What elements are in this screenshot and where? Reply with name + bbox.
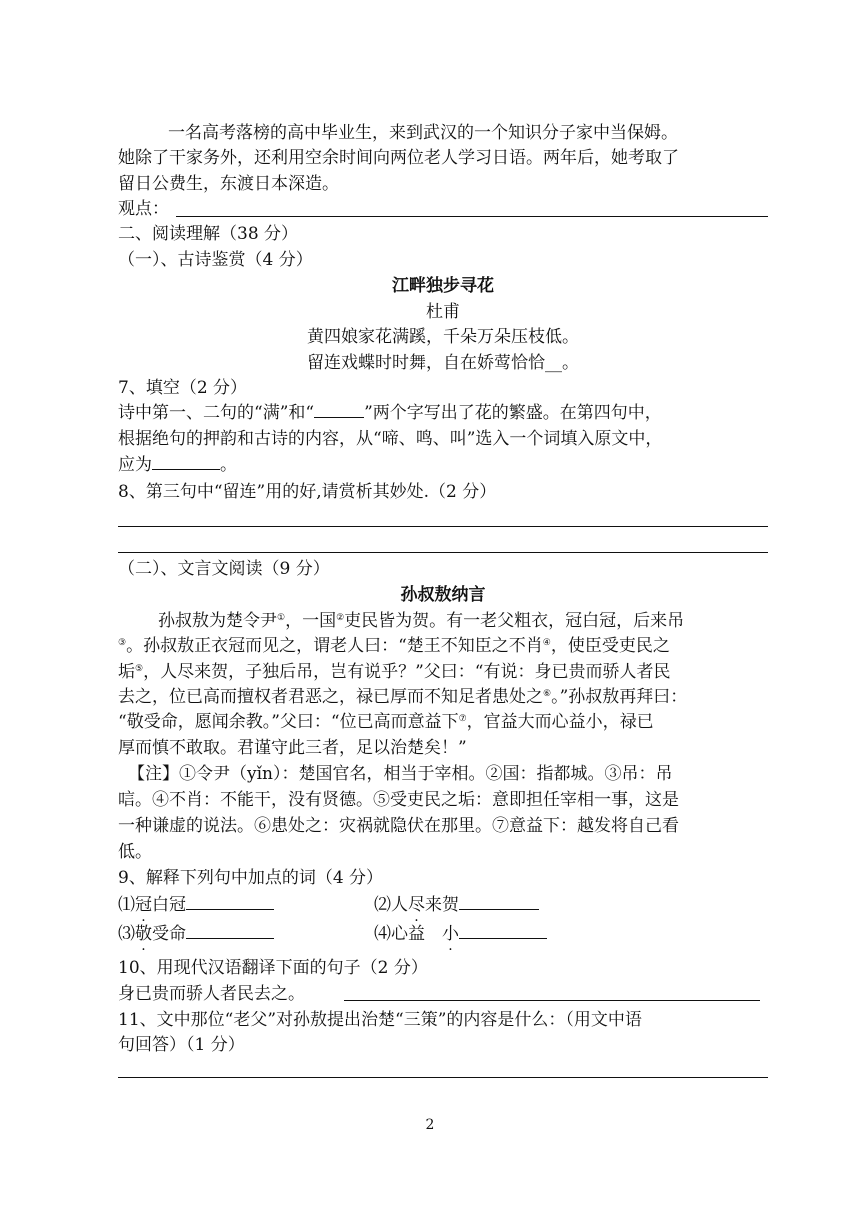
q8-answer-line-1[interactable] xyxy=(118,526,768,527)
q7-title: 7、填空（2 分） xyxy=(118,378,248,398)
passage-text: 吏民皆为贺。有一老父粗衣，冠白冠，后来吊 xyxy=(344,611,685,631)
q7-line-2: 根据绝句的押韵和古诗的内容，从“啼、鸣、叫”选入一个词填入原文中， xyxy=(118,429,663,449)
footnote-ref: ① xyxy=(277,613,286,623)
section-heading: 二、阅读理解（38 分） xyxy=(118,224,299,244)
q7-text-c: 应为 xyxy=(118,455,152,475)
dotted-word: 冠 xyxy=(135,895,152,915)
note-line-4: 低。 xyxy=(118,842,152,862)
dotted-word: 尽 xyxy=(408,895,425,915)
dotted-word: 小 xyxy=(442,924,459,944)
intro-line-2: 她除了干家务外，还利用空余时间向两位老人学习日语。两年后，她考取了 xyxy=(118,148,679,168)
q7-blank-1[interactable] xyxy=(314,401,364,418)
q10-sentence: 身已贵而骄人者民去之。 xyxy=(118,984,305,1004)
q9-item-number: ⑵人 xyxy=(374,895,408,915)
q9-item-2 xyxy=(374,893,539,917)
passage-text: ，一国 xyxy=(285,611,337,631)
poem-line-2: 留连戏蝶时时舞，自在娇莺恰恰__。 xyxy=(307,353,579,373)
q9-item-3 xyxy=(118,922,274,946)
intro-line-1: 一名高考落榜的高中毕业生，来到武汉的一个知识分子家中当保姆。 xyxy=(168,123,678,143)
q7-text-d: 。 xyxy=(220,455,237,475)
q9-item-1 xyxy=(118,893,274,917)
poem-line-1: 黄四娘家花满蹊，千朵万朵压枝低。 xyxy=(307,327,579,347)
footnote-ref: ⑥ xyxy=(543,689,552,699)
classical-section-heading: （二）、文言文阅读（9 分） xyxy=(118,559,330,579)
q9-item-text: 受命 xyxy=(152,924,186,944)
passage-line-3 xyxy=(118,660,670,684)
footnote-ref: ③ xyxy=(118,638,127,648)
passage-line-5 xyxy=(118,710,654,734)
passage-text: 。孙叔敖正衣冠而见之，谓老人曰：“楚王不知臣之不肖 xyxy=(126,636,543,656)
poem-title: 江畔独步寻花 xyxy=(392,276,494,296)
passage-line-4 xyxy=(118,685,687,709)
q9-item-text: 来贺 xyxy=(425,895,459,915)
footnote-ref: ⑦ xyxy=(458,714,467,724)
q8-answer-line-2[interactable] xyxy=(118,552,768,553)
passage-line-6: 厚而慎不敢取。君谨守此三者，足以治楚矣！” xyxy=(118,738,467,758)
q7-line-1 xyxy=(118,401,662,425)
dotted-word: 敬 xyxy=(135,924,152,944)
q11-line-2: 句回答）（1 分） xyxy=(118,1035,245,1055)
q9-blank-4[interactable] xyxy=(459,922,547,939)
footnote-ref: ④ xyxy=(542,638,551,648)
q11-answer-line[interactable] xyxy=(118,1077,768,1078)
note-line-2: 唁。④不肖：不能干，没有贤德。⑤受吏民之垢：意即担任宰相一事，这是 xyxy=(118,790,679,810)
passage-text: 垢 xyxy=(118,662,135,682)
note-line-1: 【注】①令尹（yǐn）：楚国官名，相当于宰相。②国：指都城。③吊：吊 xyxy=(128,764,673,784)
q9-item-text: 白冠 xyxy=(152,895,186,915)
q9-item-number: ⑶ xyxy=(118,924,135,944)
page-number: 2 xyxy=(425,1117,435,1133)
poem-section-heading: （一）、古诗鉴赏（4 分） xyxy=(118,250,313,270)
q9-item-number: ⑴ xyxy=(118,895,135,915)
passage-text: ，人尽来贺，子独后吊，岂有说乎？”父曰：“有说：身已贵而骄人者民 xyxy=(143,662,671,682)
passage-line-1 xyxy=(158,609,684,633)
passage-text: ，官益大而心益小，禄已 xyxy=(466,712,654,732)
passage-line-2 xyxy=(118,634,670,658)
passage-text: 。”孙叔敖再拜曰： xyxy=(551,687,688,707)
passage-text: “敬受命，愿闻余教。”父曰：“位已高而意益下 xyxy=(118,712,459,732)
passage-text: ，使臣受吏民之 xyxy=(550,636,670,656)
q8-title: 8、第三句中“留连”用的好,请赏析其妙处.（2 分） xyxy=(118,482,497,502)
passage-text: 去之，位已高而擅权者君恶之，禄已厚而不知足者患处之 xyxy=(118,687,543,707)
q7-blank-2[interactable] xyxy=(152,453,220,470)
q9-title: 9、解释下列句中加点的词（4 分） xyxy=(118,868,384,888)
q9-item-number: ⑷心益 xyxy=(374,924,442,944)
q9-blank-3[interactable] xyxy=(186,922,274,939)
q7-line-3 xyxy=(118,453,237,477)
classical-title: 孙叔敖纳言 xyxy=(400,585,486,605)
q9-blank-1[interactable] xyxy=(186,893,274,910)
note-line-3: 一种谦虚的说法。⑥患处之：灾祸就隐伏在那里。⑦意益下：越发将自己看 xyxy=(118,816,679,836)
passage-text: 孙叔敖为楚令尹 xyxy=(158,611,277,631)
poem-author: 杜甫 xyxy=(426,302,460,322)
q10-title: 10、用现代汉语翻译下面的句子（2 分） xyxy=(118,958,428,978)
viewpoint-answer-line[interactable] xyxy=(176,216,768,217)
footnote-ref: ② xyxy=(336,613,345,623)
footnote-ref: ⑤ xyxy=(135,664,144,674)
q9-item-4 xyxy=(374,922,547,946)
q11-line-1: 11、文中那位“老父”对孙敖提出治楚“三策”的内容是什么：（用文中语 xyxy=(118,1010,642,1030)
q10-answer-line[interactable] xyxy=(344,1000,760,1001)
q7-text-b: ”两个字写出了花的繁盛。在第四句中， xyxy=(364,403,662,423)
q9-blank-2[interactable] xyxy=(459,893,539,910)
viewpoint-label: 观点： xyxy=(118,199,169,219)
q7-text-a: 诗中第一、二句的“满”和“ xyxy=(118,403,315,423)
intro-line-3: 留日公费生，东渡日本深造。 xyxy=(118,174,339,194)
